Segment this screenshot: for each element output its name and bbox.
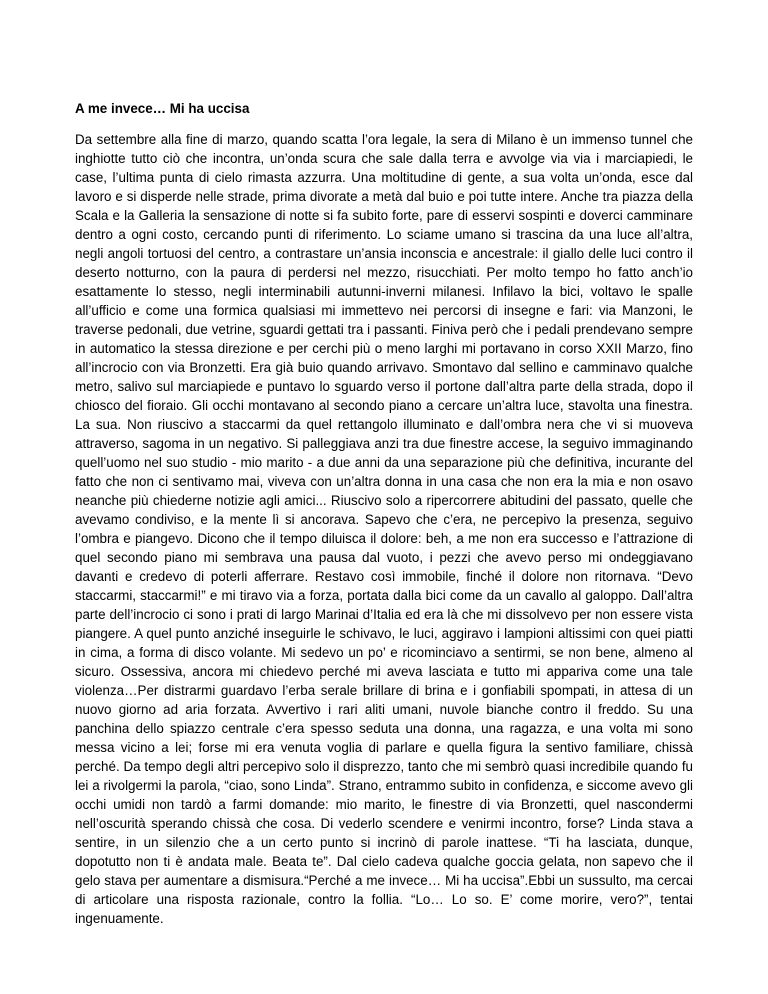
document-title: A me invece… Mi ha uccisa xyxy=(75,101,250,116)
body-paragraph: Da settembre alla fine di marzo, quando scatta l’ora legale, la sera di Milano è un immenso tunnel che inghiotte tutto ciò che incontra, un’onda scura che sale dalla terra e avvolge via via i marciapiedi, le case, l’ultima punta di cielo rimasta azzurra. Una moltitudine di gente, a sua volta un’onda, esce dal lavoro e si disperde nelle strade, prima divorate a metà dal buio e poi tutte intere. Anche tra piazza della Scala e la Galleria la sensazione di notte si fa subito forte, pare di esservi sospinti e doverci camminare dentro a ogni costo, cercando punti di riferimento. Lo sciame umano si trascina da una luce all’altra, negli angoli tortuosi del centro, a contrastare un’ansia inconscia e ancestrale: il giallo delle luci contro il deserto notturno, con la paura di perdersi nel mezzo, risucchiati. Per molto tempo ho fatto anch’io esattamente lo stesso, negli interminabili autunni-inverni milanesi. Infilavo la bici, voltavo le spalle all’ufficio e come una formica qualsiasi mi immettevo nei percorsi di insegne e fari: via Manzoni, le traverse pedonali, due vetrine, sguardi gettati tra i passanti. Finiva però che i pedali prendevano sempre in automatico la stessa direzione e per cerchi più o meno larghi mi portavano in corso XXII Marzo, fino all’incrocio con via Bronzetti. Era già buio quando arrivavo. Smontavo dal sellino e camminavo qualche metro, salivo sul marciapiede e puntavo lo sguardo verso il portone dall’altra parte della strada, dopo il chiosco del fioraio. Gli occhi montavano al secondo piano a cercare un’altra luce, stavolta una finestra. La sua. Non riuscivo a staccarmi da quel rettangolo illuminato e dall’ombra nera che vi si muoveva attraverso, sagoma in un negativo. Si palleggiava anzi tra due finestre accese, la seguivo immaginando quell’uomo nel suo studio - mio marito - a due anni da una separazione più che definitiva, incurante del fatto che non ci sentivamo mai, viveva con un’altra donna in una casa che non era la mia e non osavo neanche più chiederne notizie agli amici... Riuscivo solo a ripercorrere abitudini del passato, quelle che avevamo condiviso, e la mente lì si ancorava. Sapevo che c’era, ne percepivo la presenza, seguivo l’ombra e piangevo. Dicono che il tempo diluisca il dolore: beh, a me non era successo e l’attrazione di quel secondo piano mi sembrava una pausa dal vuoto, i pezzi che avevo perso mi ondeggiavano davanti e credevo di poterli afferrare. Restavo così immobile, finché il dolore non ritornava. “Devo staccarmi, staccarmi!” e mi tiravo via a forza, portata dalla bici come da un cavallo al galoppo. Dall’altra parte dell’incrocio ci sono i prati di largo Marinai d’Italia ed era là che mi dissolvevo per non essere vista piangere. A quel punto anziché inseguirle le schivavo, le luci, aggiravo i lampioni altissimi con quei piatti in cima, a forma di disco volante. Mi sedevo un po’ e ricominciavo a sentirmi, se non bene, almeno al sicuro. Ossessiva, ancora mi chiedevo perché mi aveva lasciata e tutto mi appariva come una tale violenza…Per distrarmi guardavo l’erba serale brillare di brina e i gonfiabili spompati, in attesa di un nuovo giorno ad aria forzata. Avvertivo i rari aliti umani, nuvole bianche contro il freddo. Su una panchina dello spiazzo centrale c’era spesso seduta una donna, una ragazza, e una volta mi sono messa vicino a lei; forse mi era venuta voglia di parlare e quella figura la sentivo familiare, chissà perché. Da tempo degli altri percepivo solo il disprezzo, tanto che mi sembrò quasi incredibile quando fu lei a rivolgermi la parola, “ciao, sono Linda”. Strano, entrammo subito in confidenza, e siccome avevo gli occhi umidi non tardò a farmi domande: mio marito, le finestre di via Bronzetti, quel nascondermi nell’oscurità sperando chissà che cosa. Di vederlo scendere e venirmi incontro, forse? Linda stava a sentire, in un silenzio che a un certo punto si incrinò di parole inattese. “Ti ha lasciata, dunque, dopotutto non ti è andata male. Beata te”. Dal cielo cadeva qualche goccia gelata, non sapevo che il gelo stava per aumentare a dismisura.“Perché a me invece… Mi ha uccisa”.Ebbi un sussulto, ma cercai di articolare una risposta razionale, contro la follia. “Lo… Lo so. E’ come morire, vero?”, tentai ingenuamente. xyxy=(75,132,693,926)
document-content xyxy=(75,99,693,928)
